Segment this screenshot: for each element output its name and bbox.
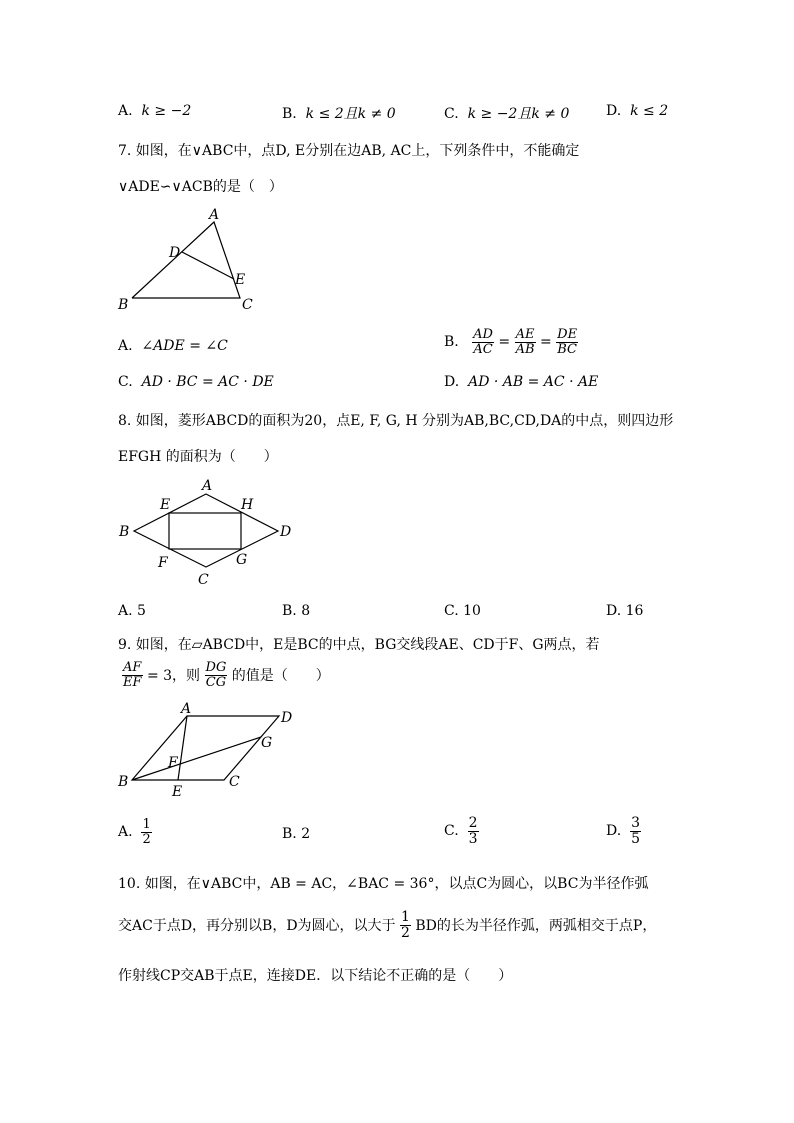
fraction — [400, 910, 411, 940]
option-text: k ≤ 2且k ≠ 0 — [305, 106, 396, 122]
q9-parallelogram-figure — [110, 700, 310, 800]
q9-stem-line1: 9. 如图，在▱ABCD中，E是BC的中点，BG交线段AE、CD于F、G两点，若 — [118, 637, 600, 653]
fraction — [556, 328, 578, 356]
label-g: G — [261, 735, 273, 751]
stem-text: 交AC于点D，再分别以B，D为圆心，以大于 — [118, 918, 396, 935]
label-c: C — [198, 572, 209, 588]
q9-option-c — [444, 816, 479, 846]
fraction — [515, 328, 536, 356]
label-a: A — [202, 478, 213, 494]
q9-option-d — [606, 816, 641, 846]
parallelogram-abcd — [132, 716, 279, 780]
fraction — [205, 661, 228, 689]
option-label: B. — [282, 106, 297, 122]
segment-bg — [132, 737, 261, 780]
q9-stem-line2 — [122, 661, 330, 689]
fraction — [468, 816, 479, 846]
q8-option-d: D. 16 — [606, 603, 644, 619]
label-b: B — [119, 524, 130, 540]
numerator: AF — [123, 660, 142, 675]
numerator: 1 — [401, 909, 410, 925]
label-g: G — [236, 552, 248, 568]
equals-sign: = — [498, 334, 511, 351]
q7-option-c — [118, 374, 274, 390]
q7-stem-line2: ∨ADE∽∨ACB的是（ ） — [118, 179, 283, 195]
option-label: D. — [606, 823, 622, 840]
fraction — [141, 818, 151, 846]
option-label: A. — [118, 338, 133, 354]
option-text: AD · BC = AC · DE — [141, 374, 274, 390]
option-text: ∠ADE = ∠C — [141, 338, 228, 354]
label-e: E — [235, 272, 246, 288]
stem-text: 的值是（ ） — [231, 668, 330, 685]
option-text: k ≤ 2 — [630, 103, 669, 119]
label-c: C — [229, 774, 240, 790]
label-h: H — [241, 497, 254, 513]
fraction — [122, 661, 143, 689]
denominator: 3 — [468, 830, 478, 847]
option-text: AD · AB = AC · AE — [468, 374, 599, 390]
numerator: DE — [557, 327, 578, 342]
numerator: 2 — [468, 815, 478, 831]
option-label: A. — [118, 103, 133, 119]
label-e: E — [172, 784, 183, 800]
q6-option-c — [444, 103, 569, 123]
option-label: A. — [118, 824, 133, 841]
denominator: 2 — [142, 831, 151, 847]
label-b: B — [118, 297, 129, 313]
q7-option-a — [118, 338, 228, 354]
label-f: F — [158, 555, 168, 571]
q8-stem-line2: EFGH 的面积为（ ） — [118, 449, 278, 465]
q6-option-b — [282, 103, 396, 123]
q7-stem-line1: 7. 如图，在∨ABC中，点D, E分别在边AB, AC上，下列条件中，不能确定 — [118, 143, 580, 159]
label-b: B — [118, 774, 129, 790]
q8-stem-line1: 8. 如图，菱形ABCD的面积为20，点E, F, G, H 分别为AB,BC,CD,DA的中点，则四边形 — [118, 413, 674, 429]
denominator: AB — [515, 341, 535, 357]
option-label: C. — [118, 374, 133, 390]
q8-option-c: C. 10 — [444, 603, 481, 619]
label-d: D — [280, 524, 292, 540]
option-label: C. — [444, 823, 459, 840]
q10-stem-line3: 作射线CP交AB于点E，连接DE．以下结论不正确的是（ ） — [118, 968, 513, 984]
option-text: k ≥ −2且k ≠ 0 — [467, 106, 570, 122]
denominator: 2 — [401, 924, 410, 941]
label-c: C — [242, 297, 253, 313]
label-f: F — [168, 755, 178, 771]
q10-stem-line1: 10. 如图，在∨ABC中，AB = AC，∠BAC = 36°，以点C为圆心，以BC为半径作弧 — [118, 876, 649, 892]
option-text: k ≥ −2 — [141, 103, 192, 119]
option-label: D. — [606, 103, 622, 119]
q8-option-b: B. 8 — [282, 603, 311, 619]
numerator: AD — [473, 327, 493, 342]
numerator: AE — [515, 327, 535, 342]
rectangle-efgh — [169, 513, 241, 549]
q7-option-b — [444, 328, 578, 356]
q8-rhombus-figure — [110, 474, 300, 589]
q6-option-d — [606, 103, 668, 119]
denominator: EF — [123, 674, 142, 690]
numerator: 3 — [631, 815, 641, 831]
equals-sign: = — [539, 334, 552, 351]
denominator: 5 — [631, 830, 641, 847]
option-label: C. — [444, 106, 459, 122]
stem-text: = 3，则 — [146, 668, 201, 685]
label-d: D — [169, 245, 181, 261]
q6-option-a — [118, 103, 191, 119]
option-label: D. — [444, 374, 460, 390]
stem-text: BD的长为半径作弧，两弧相交于点P， — [415, 918, 657, 935]
denominator: CG — [205, 674, 227, 690]
q9-option-a — [118, 818, 152, 846]
fraction — [472, 328, 494, 356]
q7-option-d — [444, 374, 598, 390]
numerator: DG — [205, 660, 227, 675]
label-a: A — [181, 701, 192, 717]
rhombus-abcd — [134, 494, 278, 567]
q9-option-b: B. 2 — [282, 826, 311, 842]
q10-stem-line2 — [118, 910, 656, 940]
option-label: B. — [444, 334, 459, 351]
fraction — [630, 816, 641, 846]
numerator: 1 — [142, 817, 151, 832]
denominator: BC — [557, 341, 577, 357]
denominator: AC — [473, 341, 493, 357]
label-e: E — [160, 497, 171, 513]
q8-option-a: A. 5 — [118, 603, 146, 619]
triangle-abc — [132, 222, 240, 298]
label-d: D — [281, 710, 293, 726]
q7-triangle-figure — [110, 205, 270, 320]
label-a: A — [209, 207, 220, 223]
